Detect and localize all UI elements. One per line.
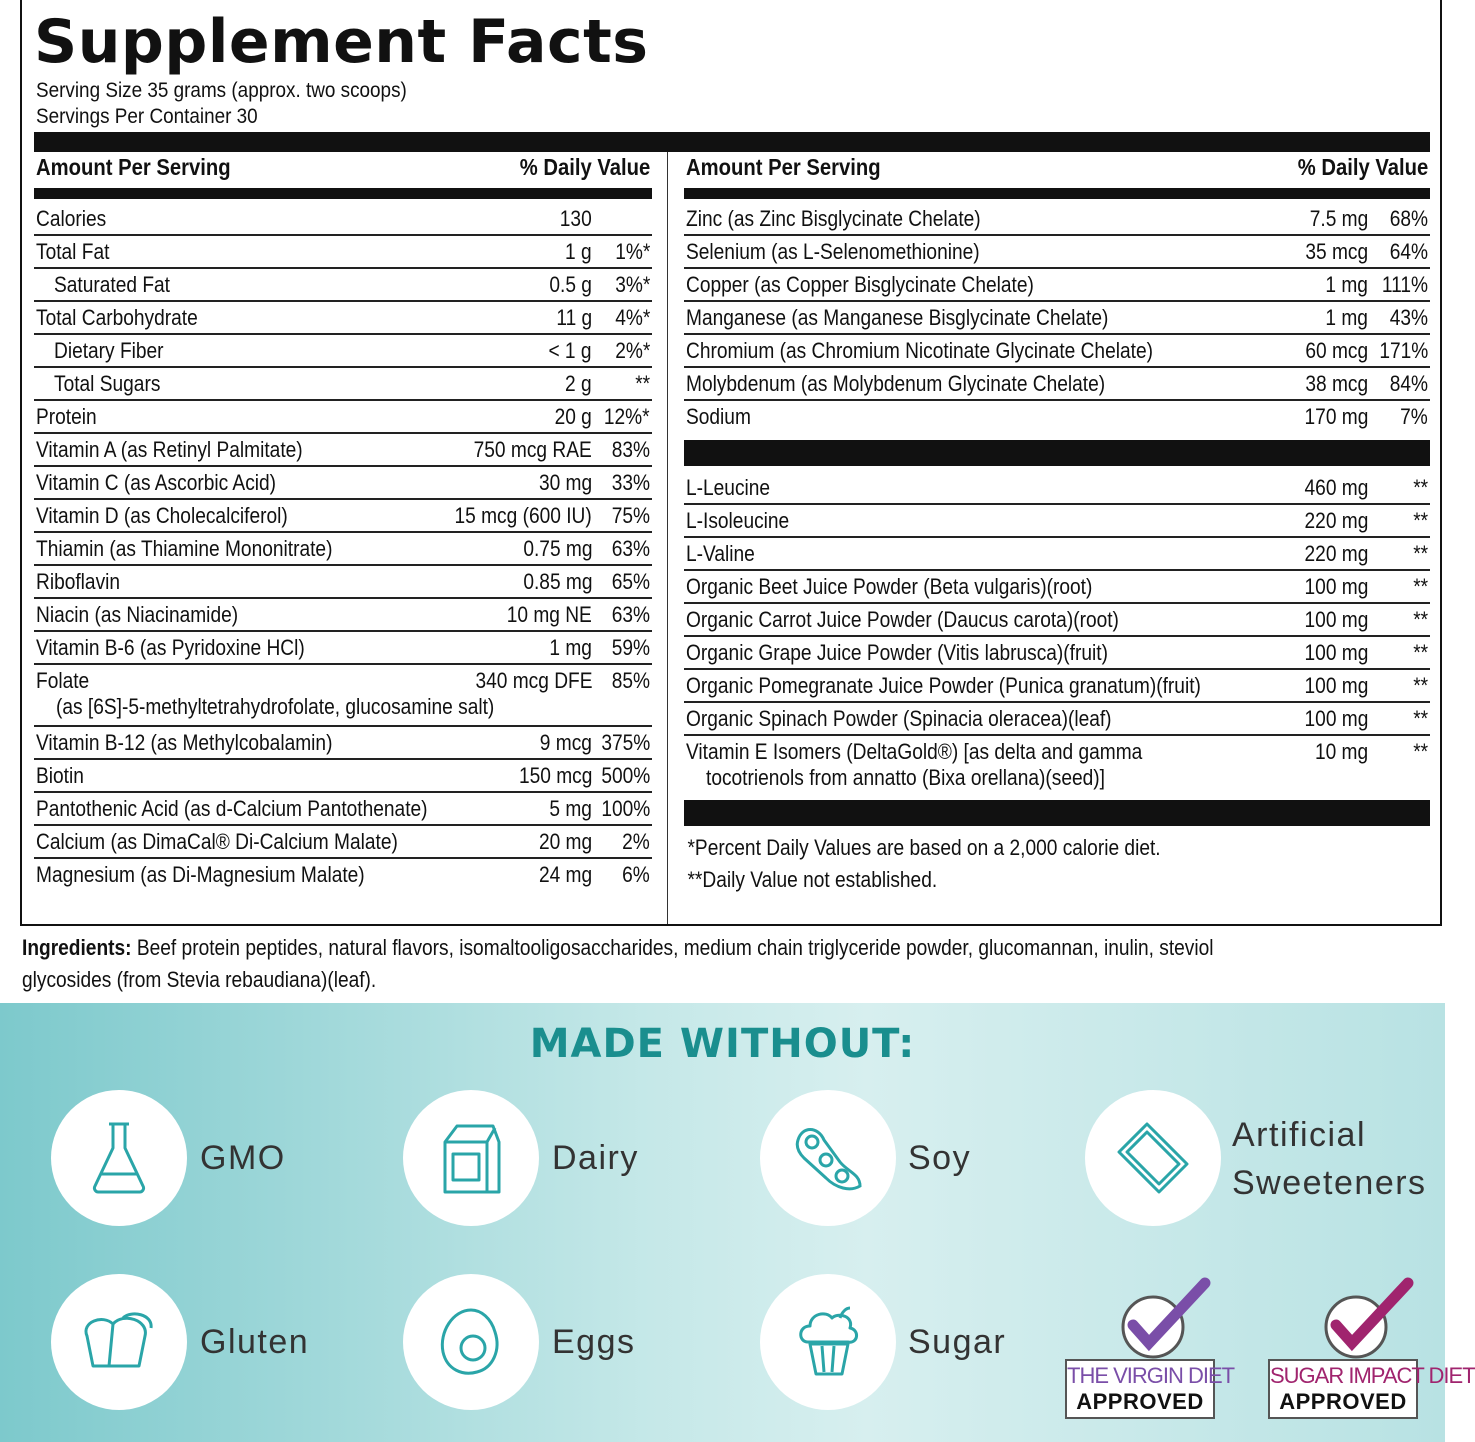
- section-divider-bar: [684, 440, 1430, 466]
- nutrient-name: L-Leucine: [686, 475, 771, 500]
- nutrient-daily-value: **: [1413, 508, 1428, 533]
- flask-icon: [51, 1090, 187, 1226]
- nutrient-row: [684, 538, 1430, 571]
- virgin-diet-box: [1065, 1359, 1235, 1419]
- virgin-diet-name: THE VIRGIN DIET: [1067, 1363, 1235, 1388]
- dairy-label: Dairy: [552, 1139, 639, 1177]
- sugar-impact-approved: APPROVED: [1279, 1389, 1407, 1414]
- nutrient-amount: 9 mcg: [539, 730, 592, 755]
- nutrient-amount: 10 mg: [1314, 739, 1368, 764]
- amount-per-serving-header: Amount Per Serving: [686, 154, 881, 180]
- nutrient-subtext: tocotrienols from annatto (Bixa orellana)(seed)]: [706, 765, 1105, 790]
- nutrient-name: Calcium (as DimaCal® Di-Calcium Malate): [36, 829, 398, 854]
- nutrient-name: Organic Spinach Powder (Spinacia oleracea)(leaf): [686, 706, 1112, 731]
- nutrient-name: Dietary Fiber: [54, 338, 164, 363]
- nutrient-amount: 1 mg: [549, 635, 592, 660]
- servings-per-container: Servings Per Container 30: [36, 105, 258, 128]
- facts-title: Supplement Facts: [34, 7, 649, 77]
- nutrient-amount: 750 mcg RAE: [473, 437, 592, 462]
- nutrient-daily-value: 83%: [611, 437, 650, 462]
- cupcake-icon: [760, 1274, 896, 1410]
- nutrient-daily-value: **: [1413, 673, 1428, 698]
- amount-per-serving-header: Amount Per Serving: [36, 154, 231, 180]
- nutrient-daily-value: 3%*: [614, 272, 650, 297]
- nutrient-name: Total Fat: [36, 239, 110, 264]
- nutrient-amount: 0.75 mg: [522, 536, 592, 561]
- nutrient-amount: 30 mg: [538, 470, 592, 495]
- checkmark-icon: [1105, 1279, 1215, 1359]
- sugar-label: Sugar: [908, 1323, 1007, 1361]
- thick-divider: [34, 132, 1430, 152]
- nutrient-row: [34, 566, 652, 599]
- nutrient-amount: 100 mg: [1304, 640, 1368, 665]
- nutrient-daily-value: 43%: [1389, 305, 1428, 330]
- nutrient-amount: 1 g: [565, 239, 592, 264]
- footnote-not-established: **Daily Value not established.: [687, 867, 938, 892]
- nutrient-name: Calories: [36, 206, 107, 231]
- nutrient-amount: 1 mg: [1325, 305, 1368, 330]
- ingredients-statement: [22, 932, 1240, 996]
- serving-size: Serving Size 35 grams (approx. two scoops): [36, 79, 407, 102]
- footnote-divider-bar: [684, 800, 1430, 826]
- artificial-sweeteners-label: [1232, 1111, 1427, 1207]
- nutrient-row: [34, 727, 652, 760]
- nutrient-row: [34, 793, 652, 826]
- sugar-impact-diet-approved-badge: [1268, 1279, 1475, 1419]
- nutrient-daily-value: **: [635, 371, 650, 396]
- nutrient-amount: 20 g: [554, 404, 592, 429]
- nutrient-amount: 5 mg: [549, 796, 592, 821]
- nutrient-daily-value: 1%*: [614, 239, 650, 264]
- left-nutrient-rows: [34, 203, 652, 890]
- nutrient-row: [684, 203, 1430, 236]
- nutrient-name: Niacin (as Niacinamide): [36, 602, 239, 627]
- nutrient-amount: 7.5 mg: [1309, 206, 1368, 231]
- soybean-icon: [760, 1090, 896, 1226]
- sugar-impact-box: [1268, 1359, 1475, 1419]
- nutrient-row: [34, 859, 652, 890]
- virgin-diet-approved: APPROVED: [1076, 1389, 1204, 1414]
- made-without-section: [0, 1003, 1475, 1442]
- nutrient-row: [34, 434, 652, 467]
- nutrient-amount: 10 mg NE: [506, 602, 592, 627]
- nutrient-daily-value: 111%: [1381, 272, 1428, 297]
- nutrient-row: [684, 505, 1430, 538]
- sugar-impact-name: SUGAR IMPACT DIET: [1270, 1363, 1475, 1388]
- column-separator: [667, 152, 668, 924]
- nutrient-daily-value: **: [1413, 574, 1428, 599]
- nutrient-amount: 170 mg: [1304, 404, 1368, 429]
- nutrient-name: Folate: [36, 668, 90, 693]
- nutrient-name: Selenium (as L-Selenomethionine): [686, 239, 980, 264]
- nutrient-daily-value: 500%: [601, 763, 650, 788]
- nutrient-row: [34, 533, 652, 566]
- nutrient-name: Pantothenic Acid (as d-Calcium Pantothenate): [36, 796, 428, 821]
- nutrient-daily-value: 84%: [1389, 371, 1428, 396]
- nutrient-amount: 0.5 g: [549, 272, 592, 297]
- nutrient-row: [684, 637, 1430, 670]
- nutrient-row: [684, 472, 1430, 505]
- ingredients-line-1: Beef protein peptides, natural flavors, isomaltooligosaccharides, medium chain triglyceride powder, glucomannan, inulin, steviol: [131, 935, 1214, 960]
- nutrient-row: [34, 665, 652, 727]
- nutrient-name: Total Carbohydrate: [36, 305, 198, 330]
- nutrient-row: [34, 599, 652, 632]
- nutrient-amount: 150 mcg: [518, 763, 592, 788]
- other-ingredient-rows: [684, 472, 1430, 796]
- nutrient-name: Total Sugars: [54, 371, 161, 396]
- nutrient-row: [684, 335, 1430, 368]
- nutrient-name: Organic Carrot Juice Powder (Daucus carota)(root): [686, 607, 1119, 632]
- nutrient-row: [684, 401, 1430, 432]
- nutrient-daily-value: 65%: [611, 569, 650, 594]
- daily-value-header: % Daily Value: [519, 154, 650, 180]
- nutrient-row: [684, 236, 1430, 269]
- nutrient-row: [34, 335, 652, 368]
- nutrient-amount: 460 mg: [1304, 475, 1368, 500]
- nutrient-amount: 15 mcg (600 IU): [454, 503, 592, 528]
- nutrient-daily-value: 85%: [611, 668, 650, 693]
- nutrient-daily-value: 63%: [611, 536, 650, 561]
- bread-icon: [51, 1274, 187, 1410]
- nutrient-row: [34, 826, 652, 859]
- nutrient-name: Riboflavin: [36, 569, 121, 594]
- gluten-label: Gluten: [200, 1323, 310, 1361]
- milk-carton-icon: [403, 1090, 539, 1226]
- sweetener-packet-icon: [1085, 1090, 1221, 1226]
- nutrient-daily-value: **: [1413, 640, 1428, 665]
- nutrient-name: Vitamin B-12 (as Methylcobalamin): [36, 730, 333, 755]
- gmo-label: GMO: [200, 1139, 286, 1177]
- virgin-diet-approved-badge: [1065, 1279, 1235, 1419]
- nutrient-daily-value: 7%: [1400, 404, 1428, 429]
- nutrient-amount: 38 mcg: [1305, 371, 1368, 396]
- supplement-facts-panel: [20, 0, 1442, 926]
- nutrient-name: Thiamin (as Thiamine Mononitrate): [36, 536, 333, 561]
- right-column: [684, 152, 1430, 896]
- nutrient-row: [34, 236, 652, 269]
- nutrient-row: [684, 571, 1430, 604]
- nutrient-daily-value: 59%: [611, 635, 650, 660]
- nutrient-name: Manganese (as Manganese Bisglycinate Chelate): [686, 305, 1109, 330]
- nutrient-name: Organic Beet Juice Powder (Beta vulgaris)(root): [686, 574, 1093, 599]
- nutrient-amount: 1 mg: [1325, 272, 1368, 297]
- nutrient-daily-value: 171%: [1379, 338, 1428, 363]
- nutrient-daily-value: 64%: [1389, 239, 1428, 264]
- nutrient-daily-value: 100%: [601, 796, 650, 821]
- nutrient-subtext: (as [6S]-5-methyltetrahydrofolate, glucosamine salt): [56, 694, 495, 719]
- nutrient-amount: 100 mg: [1304, 706, 1368, 731]
- nutrient-row: [684, 368, 1430, 401]
- nutrient-name: Biotin: [36, 763, 84, 788]
- nutrient-amount: 340 mcg DFE: [474, 668, 592, 693]
- nutrient-row: [34, 500, 652, 533]
- nutrient-amount: 2 g: [565, 371, 592, 396]
- nutrient-name: L-Valine: [686, 541, 755, 566]
- nutrient-name: L-Isoleucine: [686, 508, 790, 533]
- nutrient-name: Chromium (as Chromium Nicotinate Glycinate Chelate): [686, 338, 1153, 363]
- nutrient-amount: 11 g: [556, 305, 592, 330]
- nutrient-daily-value: 75%: [611, 503, 650, 528]
- left-column-header: [34, 152, 652, 199]
- nutrient-row: [684, 604, 1430, 637]
- nutrient-daily-value: 2%: [622, 829, 650, 854]
- nutrient-row: [684, 703, 1430, 736]
- nutrient-amount: 130: [560, 206, 592, 231]
- left-column: [34, 152, 652, 890]
- nutrient-name: Organic Grape Juice Powder (Vitis labrusca)(fruit): [686, 640, 1108, 665]
- egg-icon: [403, 1274, 539, 1410]
- artificial-label-line1: Artificial: [1232, 1116, 1367, 1154]
- nutrient-row: [34, 632, 652, 665]
- nutrient-daily-value: 2%*: [614, 338, 650, 363]
- nutrient-amount: 100 mg: [1304, 607, 1368, 632]
- nutrient-name: Vitamin E Isomers (DeltaGold®) [as delta and gamma: [686, 739, 1143, 764]
- nutrient-name: Protein: [36, 404, 97, 429]
- nutrient-daily-value: 33%: [611, 470, 650, 495]
- daily-value-header: % Daily Value: [1297, 154, 1428, 180]
- nutrient-daily-value: **: [1413, 706, 1428, 731]
- nutrient-name: Copper (as Copper Bisglycinate Chelate): [686, 272, 1034, 297]
- nutrient-row: [684, 736, 1430, 796]
- nutrient-name: Organic Pomegranate Juice Powder (Punica granatum)(fruit): [686, 673, 1201, 698]
- nutrient-amount: < 1 g: [548, 338, 592, 363]
- nutrient-row: [34, 302, 652, 335]
- nutrient-daily-value: 68%: [1389, 206, 1428, 231]
- nutrient-amount: 220 mg: [1304, 541, 1368, 566]
- nutrient-amount: 35 mcg: [1305, 239, 1368, 264]
- nutrient-row: [684, 302, 1430, 335]
- nutrient-row: [34, 203, 652, 236]
- nutrient-daily-value: 375%: [601, 730, 650, 755]
- nutrient-amount: 0.85 mg: [522, 569, 592, 594]
- nutrient-amount: 100 mg: [1304, 574, 1368, 599]
- nutrient-daily-value: **: [1413, 739, 1428, 764]
- nutrient-daily-value: **: [1413, 541, 1428, 566]
- soy-label: Soy: [908, 1139, 972, 1177]
- checkmark-icon: [1308, 1279, 1418, 1359]
- artificial-label-line2: Sweeteners: [1232, 1164, 1427, 1202]
- nutrient-daily-value: 6%: [622, 862, 650, 887]
- nutrient-name: Vitamin D (as Cholecalciferol): [36, 503, 288, 528]
- nutrient-name: Molybdenum (as Molybdenum Glycinate Chelate): [686, 371, 1106, 396]
- eggs-label: Eggs: [552, 1323, 636, 1361]
- nutrient-row: [34, 760, 652, 793]
- nutrient-name: Sodium: [686, 404, 751, 429]
- mineral-rows: [684, 203, 1430, 432]
- made-without-heading: MADE WITHOUT:: [529, 1021, 916, 1067]
- nutrient-name: Saturated Fat: [54, 272, 170, 297]
- nutrient-name: Vitamin B-6 (as Pyridoxine HCl): [36, 635, 305, 660]
- nutrient-row: [34, 269, 652, 302]
- nutrient-amount: 220 mg: [1304, 508, 1368, 533]
- nutrient-row: [34, 401, 652, 434]
- nutrient-amount: 60 mcg: [1305, 338, 1368, 363]
- nutrient-daily-value: 63%: [611, 602, 650, 627]
- nutrient-row: [684, 670, 1430, 703]
- nutrient-amount: 20 mg: [538, 829, 592, 854]
- nutrient-amount: 100 mg: [1304, 673, 1368, 698]
- nutrient-daily-value: **: [1413, 607, 1428, 632]
- nutrient-name: Magnesium (as Di-Magnesium Malate): [36, 862, 365, 887]
- ingredients-line-2: glycosides (from Stevia rebaudiana)(leaf).: [22, 967, 377, 992]
- nutrient-daily-value: 12%*: [604, 404, 650, 429]
- right-column-header: [684, 152, 1430, 199]
- nutrient-daily-value: **: [1413, 475, 1428, 500]
- nutrient-row: [34, 467, 652, 500]
- nutrient-name: Vitamin A (as Retinyl Palmitate): [36, 437, 303, 462]
- nutrient-amount: 24 mg: [538, 862, 592, 887]
- nutrient-daily-value: 4%*: [614, 305, 650, 330]
- nutrient-row: [684, 269, 1430, 302]
- ingredients-label: Ingredients:: [22, 935, 132, 960]
- nutrient-name: Vitamin C (as Ascorbic Acid): [36, 470, 277, 495]
- nutrient-row: [34, 368, 652, 401]
- footnote-daily-value: *Percent Daily Values are based on a 2,000 calorie diet.: [687, 835, 1161, 860]
- nutrient-name: Zinc (as Zinc Bisglycinate Chelate): [686, 206, 981, 231]
